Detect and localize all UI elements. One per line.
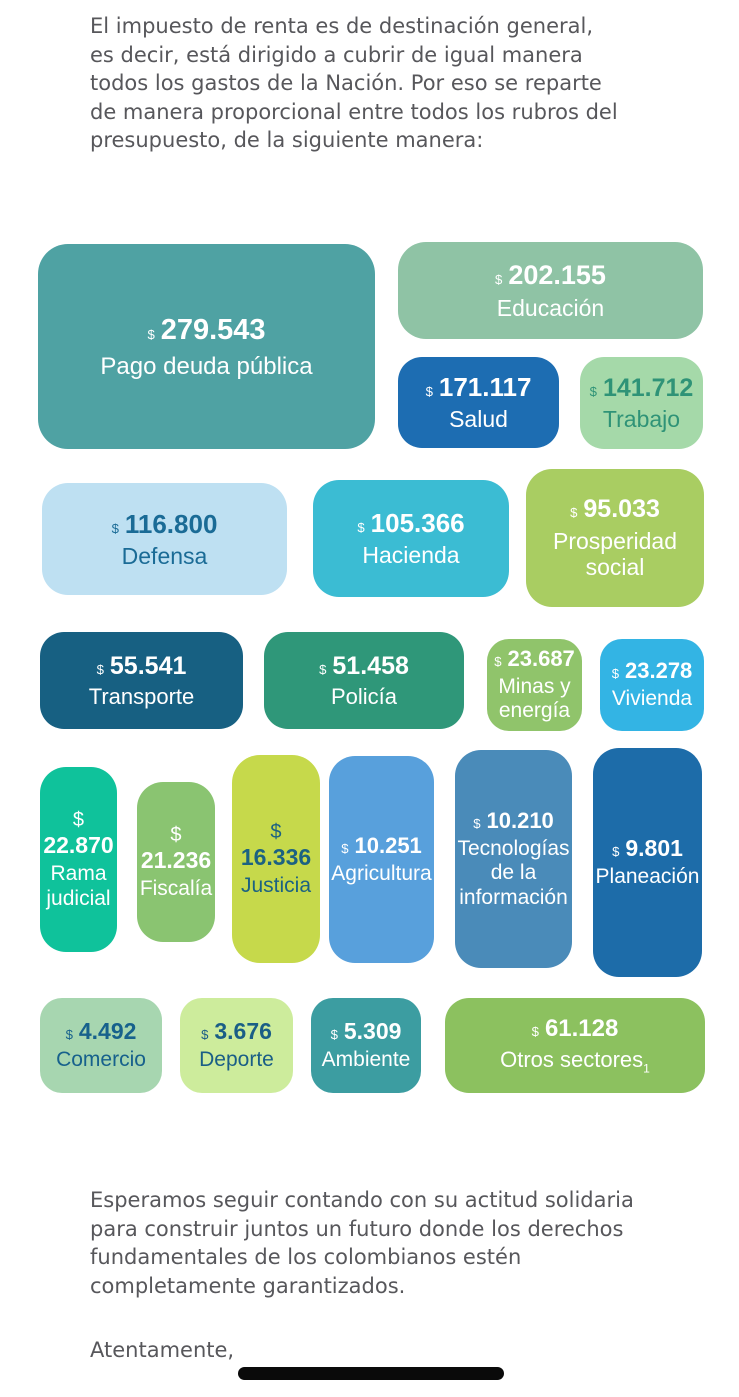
currency-symbol: $ [170, 823, 182, 846]
signature-redaction-bar [238, 1367, 504, 1380]
block-amount: 21.236 [140, 846, 212, 873]
block-label: Fiscalía [139, 876, 213, 900]
block-amount: 141.712 [602, 373, 694, 402]
chart-block-fiscalia [137, 782, 215, 942]
currency-symbol: $ [611, 666, 619, 682]
currency-symbol: $ [495, 271, 503, 287]
block-label: Hacienda [362, 542, 460, 569]
currency-symbol: $ [494, 654, 502, 670]
block-amount: 4.492 [78, 1018, 137, 1045]
intro-line: de manera proporcional entre todos los rubros del [90, 99, 618, 124]
block-value [319, 652, 409, 682]
block-label: Educación [496, 294, 605, 321]
closing-line: para construir juntos un futuro donde los derechos [90, 1216, 624, 1241]
block-amount: 105.366 [370, 508, 465, 539]
currency-symbol: $ [319, 661, 327, 677]
block-label: Policía [330, 684, 398, 710]
chart-block-agricultura [329, 756, 434, 963]
block-amount: 16.336 [240, 843, 312, 870]
block-value [570, 495, 660, 525]
block-value [590, 374, 694, 404]
block-value [426, 372, 532, 403]
block-value [97, 652, 187, 682]
currency-symbol: $ [270, 820, 282, 843]
block-value [612, 835, 683, 862]
currency-symbol: $ [357, 520, 365, 536]
block-value [357, 508, 464, 539]
block-amount: 95.033 [583, 495, 660, 524]
currency-symbol: $ [147, 326, 155, 342]
block-label: Deporte [199, 1048, 274, 1072]
block-value [66, 1018, 137, 1045]
chart-block-tecnologias-de-la-informacion [455, 750, 572, 968]
block-label: Planeación [595, 865, 700, 889]
chart-block-hacienda [313, 480, 509, 597]
closing-line: completamente garantizados. [90, 1273, 406, 1298]
signoff-text: Atentamente, [90, 1338, 235, 1362]
block-label: Justicia [240, 873, 312, 897]
block-label [500, 1047, 650, 1076]
block-label: Salud [449, 406, 508, 433]
currency-symbol: $ [473, 816, 481, 832]
block-amount: 3.676 [214, 1018, 272, 1045]
currency-symbol: $ [330, 1027, 338, 1043]
chart-block-salud [398, 357, 559, 448]
block-value [43, 808, 113, 859]
currency-symbol: $ [96, 661, 104, 677]
block-label: Pago deuda pública [100, 352, 313, 380]
intro-line: todos los gastos de la Nación. Por eso se reparte [90, 71, 602, 95]
block-label: Tecnologías de la información [457, 837, 570, 909]
block-label: Ambiente [321, 1048, 411, 1072]
currency-symbol: $ [570, 505, 578, 521]
block-label: Agricultura [331, 861, 432, 885]
block-amount: 10.251 [354, 832, 422, 858]
chart-block-rama-judicial [40, 767, 117, 952]
block-amount: 22.870 [43, 832, 114, 859]
intro-line: presupuesto, de la siguiente manera: [90, 128, 484, 152]
chart-block-defensa [42, 483, 287, 595]
currency-symbol: $ [531, 1024, 539, 1040]
chart-block-justicia [232, 755, 320, 963]
block-value [473, 808, 554, 834]
intro-line: El impuesto de renta es de destinación general, [90, 14, 594, 38]
block-value [341, 833, 422, 859]
block-amount: 55.541 [109, 651, 187, 680]
block-amount: 23.278 [625, 658, 693, 684]
chart-block-vivienda [600, 639, 704, 731]
currency-symbol: $ [612, 844, 620, 860]
block-value [612, 658, 693, 684]
chart-block-trabajo [580, 357, 703, 449]
block-amount: 9.801 [625, 835, 683, 862]
footnote-marker: 1 [643, 1060, 650, 1075]
chart-block-minas-y-energia [487, 639, 582, 731]
block-label: Transporte [88, 684, 195, 710]
closing-line: fundamentales de los colombianos estén [90, 1245, 522, 1269]
block-value [331, 1018, 402, 1045]
chart-block-transporte [40, 632, 243, 729]
block-label: Minas y energía [498, 675, 571, 723]
block-amount: 5.309 [343, 1018, 402, 1045]
chart-block-comercio [40, 998, 162, 1093]
block-label-text: Otros sectores [500, 1046, 644, 1072]
block-amount: 61.128 [544, 1015, 619, 1043]
currency-symbol: $ [65, 1027, 73, 1043]
block-value [532, 1015, 619, 1043]
currency-symbol: $ [201, 1027, 209, 1043]
block-value [147, 313, 265, 347]
block-amount: 23.687 [507, 646, 575, 672]
intro-line: es decir, está dirigido a cubrir de igual manera [90, 42, 583, 67]
chart-block-planeacion [593, 748, 702, 977]
block-label: Defensa [121, 542, 208, 569]
block-label: Comercio [56, 1048, 146, 1072]
block-value [494, 646, 575, 672]
block-label: Trabajo [602, 406, 681, 433]
chart-block-prosperidad-social [526, 469, 704, 607]
block-value [112, 509, 218, 540]
block-amount: 51.458 [332, 651, 409, 680]
block-amount: 202.155 [508, 259, 606, 290]
closing-line: Esperamos seguir contando con su actitud solidaria [90, 1188, 634, 1212]
currency-symbol: $ [111, 520, 119, 536]
currency-symbol: $ [72, 809, 85, 832]
currency-symbol: $ [341, 840, 349, 856]
chart-block-educacion [398, 242, 703, 339]
block-value [201, 1018, 272, 1045]
currency-symbol: $ [589, 383, 597, 399]
chart-block-ambiente [311, 998, 421, 1093]
block-amount: 10.210 [486, 808, 554, 834]
block-label: Vivienda [611, 687, 693, 711]
block-label: Prosperidad social [552, 527, 678, 581]
chart-block-deporte [180, 998, 293, 1093]
chart-block-otros-sectores [445, 998, 705, 1093]
block-amount: 279.543 [160, 313, 266, 346]
intro-paragraph [90, 12, 618, 155]
chart-block-pago-deuda-publica [38, 244, 375, 449]
block-amount: 116.800 [124, 508, 218, 539]
block-value [241, 820, 311, 871]
block-amount: 171.117 [438, 372, 532, 403]
closing-paragraph [90, 1186, 634, 1300]
block-value [141, 823, 211, 874]
block-value [495, 260, 606, 292]
currency-symbol: $ [425, 384, 433, 400]
chart-block-policia [264, 632, 464, 729]
block-label: Rama judicial [46, 862, 111, 910]
